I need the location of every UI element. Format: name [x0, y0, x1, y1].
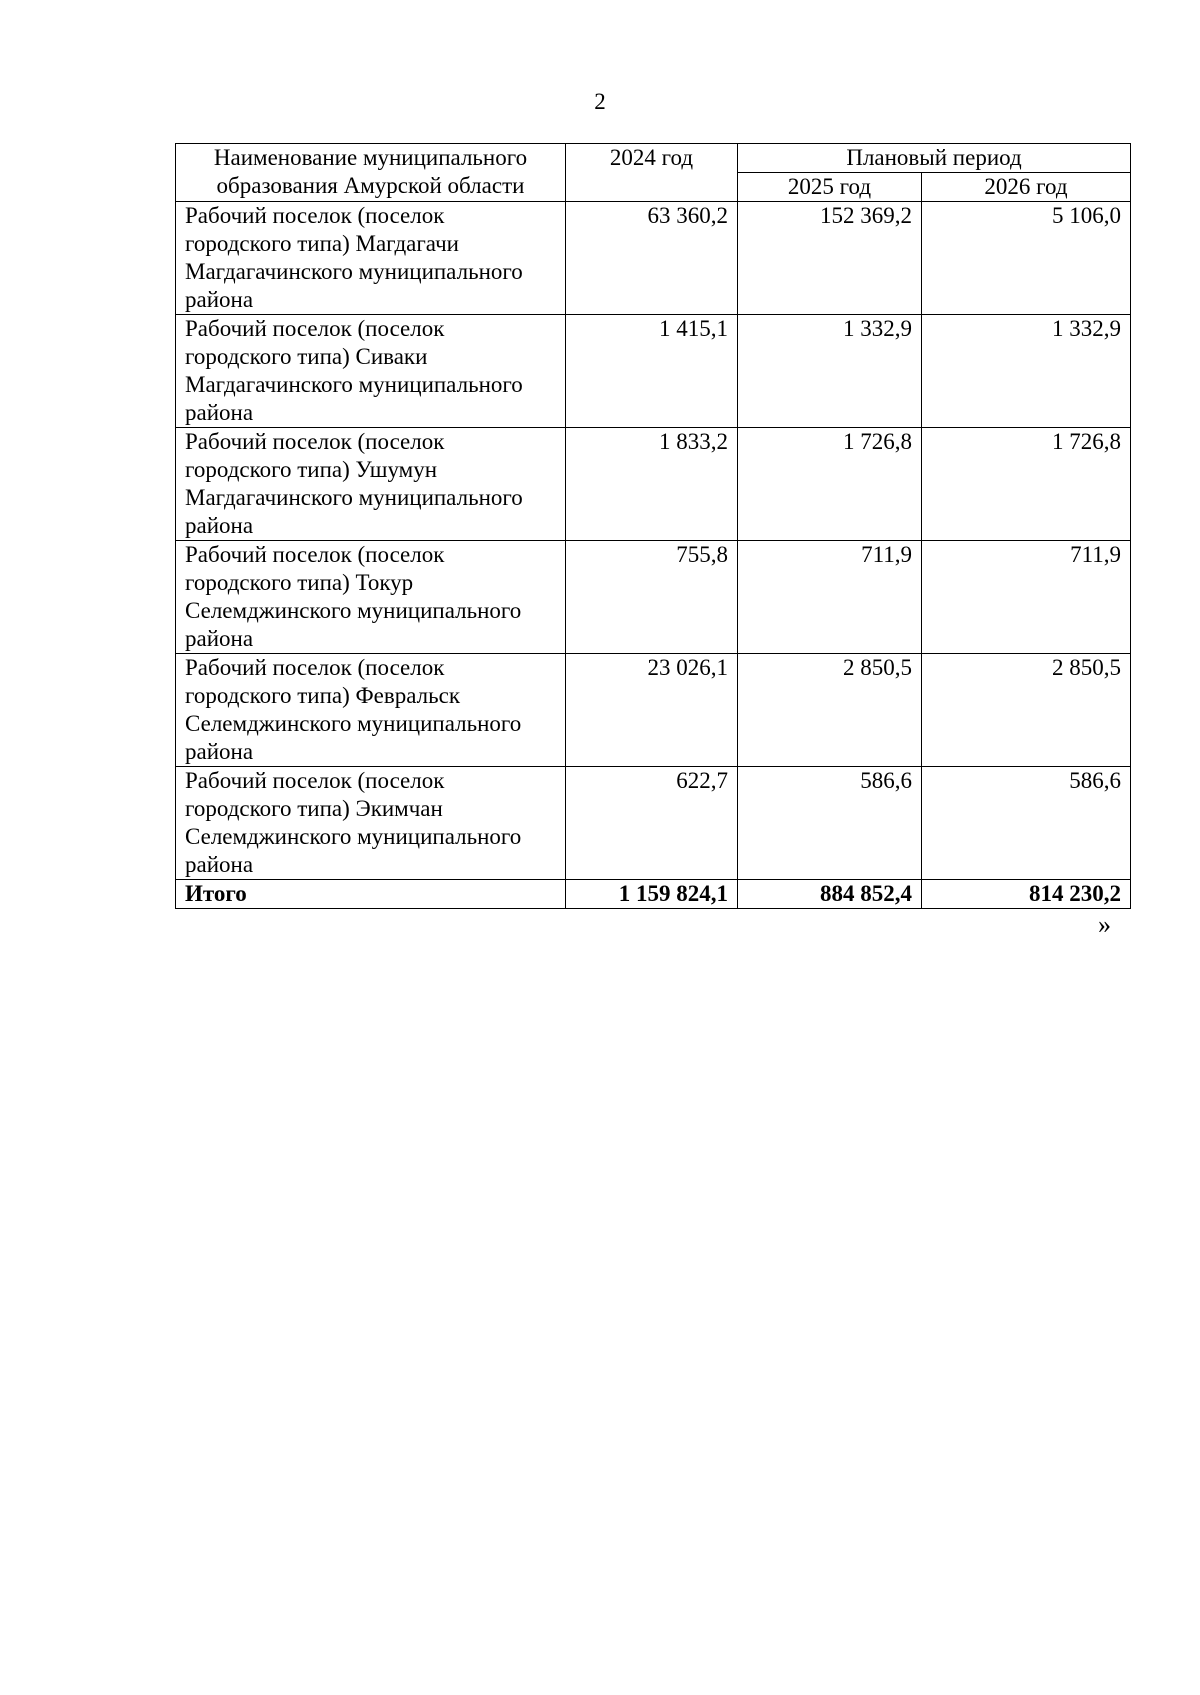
- row-2026-cell: 1 726,8: [922, 428, 1131, 541]
- table-total-row: [176, 880, 1131, 909]
- table-row: [176, 428, 1131, 541]
- row-name-cell: Рабочий поселок (поселок городского типа) Сиваки Магдагачинского муниципального района: [176, 315, 566, 428]
- row-2026-cell: 586,6: [922, 767, 1131, 880]
- row-2026-cell: 2 850,5: [922, 654, 1131, 767]
- row-2025-cell: 2 850,5: [738, 654, 922, 767]
- total-2025-cell: 884 852,4: [738, 880, 922, 909]
- closing-quote-mark: »: [1098, 910, 1111, 939]
- page-number: 2: [594, 89, 606, 114]
- row-name-cell: Рабочий поселок (поселок городского типа) Токур Селемджинского муниципального района: [176, 541, 566, 654]
- header-year-2024: 2024 год: [566, 144, 738, 202]
- row-2025-cell: 1 726,8: [738, 428, 922, 541]
- table-row: [176, 315, 1131, 428]
- row-name-cell: Рабочий поселок (поселок городского типа) Ушумун Магдагачинского муниципального района: [176, 428, 566, 541]
- row-2024-cell: 23 026,1: [566, 654, 738, 767]
- row-2026-cell: 711,9: [922, 541, 1131, 654]
- table-row: [176, 202, 1131, 315]
- table-header-row: [176, 144, 1131, 173]
- row-2026-cell: 1 332,9: [922, 315, 1131, 428]
- row-name-cell: Рабочий поселок (поселок городского типа) Экимчан Селемджинского муниципального района: [176, 767, 566, 880]
- row-2026-cell: 5 106,0: [922, 202, 1131, 315]
- table-row: [176, 654, 1131, 767]
- row-2025-cell: 1 332,9: [738, 315, 922, 428]
- row-2024-cell: 755,8: [566, 541, 738, 654]
- table-row: [176, 767, 1131, 880]
- header-year-2025: 2025 год: [738, 173, 922, 202]
- row-2025-cell: 586,6: [738, 767, 922, 880]
- budget-table: [175, 143, 1131, 909]
- table-row: [176, 541, 1131, 654]
- total-label-cell: Итого: [176, 880, 566, 909]
- row-2024-cell: 63 360,2: [566, 202, 738, 315]
- total-2026-cell: 814 230,2: [922, 880, 1131, 909]
- total-2024-cell: 1 159 824,1: [566, 880, 738, 909]
- row-2024-cell: 1 415,1: [566, 315, 738, 428]
- header-name-column: Наименование муниципального образования Амурской области: [176, 144, 566, 202]
- row-name-cell: Рабочий поселок (поселок городского типа) Февральск Селемджинского муниципального района: [176, 654, 566, 767]
- row-2025-cell: 152 369,2: [738, 202, 922, 315]
- row-name-cell: Рабочий поселок (поселок городского типа) Магдагачи Магдагачинского муниципального района: [176, 202, 566, 315]
- row-2025-cell: 711,9: [738, 541, 922, 654]
- row-2024-cell: 622,7: [566, 767, 738, 880]
- header-year-2026: 2026 год: [922, 173, 1131, 202]
- row-2024-cell: 1 833,2: [566, 428, 738, 541]
- header-plan-period: Плановый период: [738, 144, 1131, 173]
